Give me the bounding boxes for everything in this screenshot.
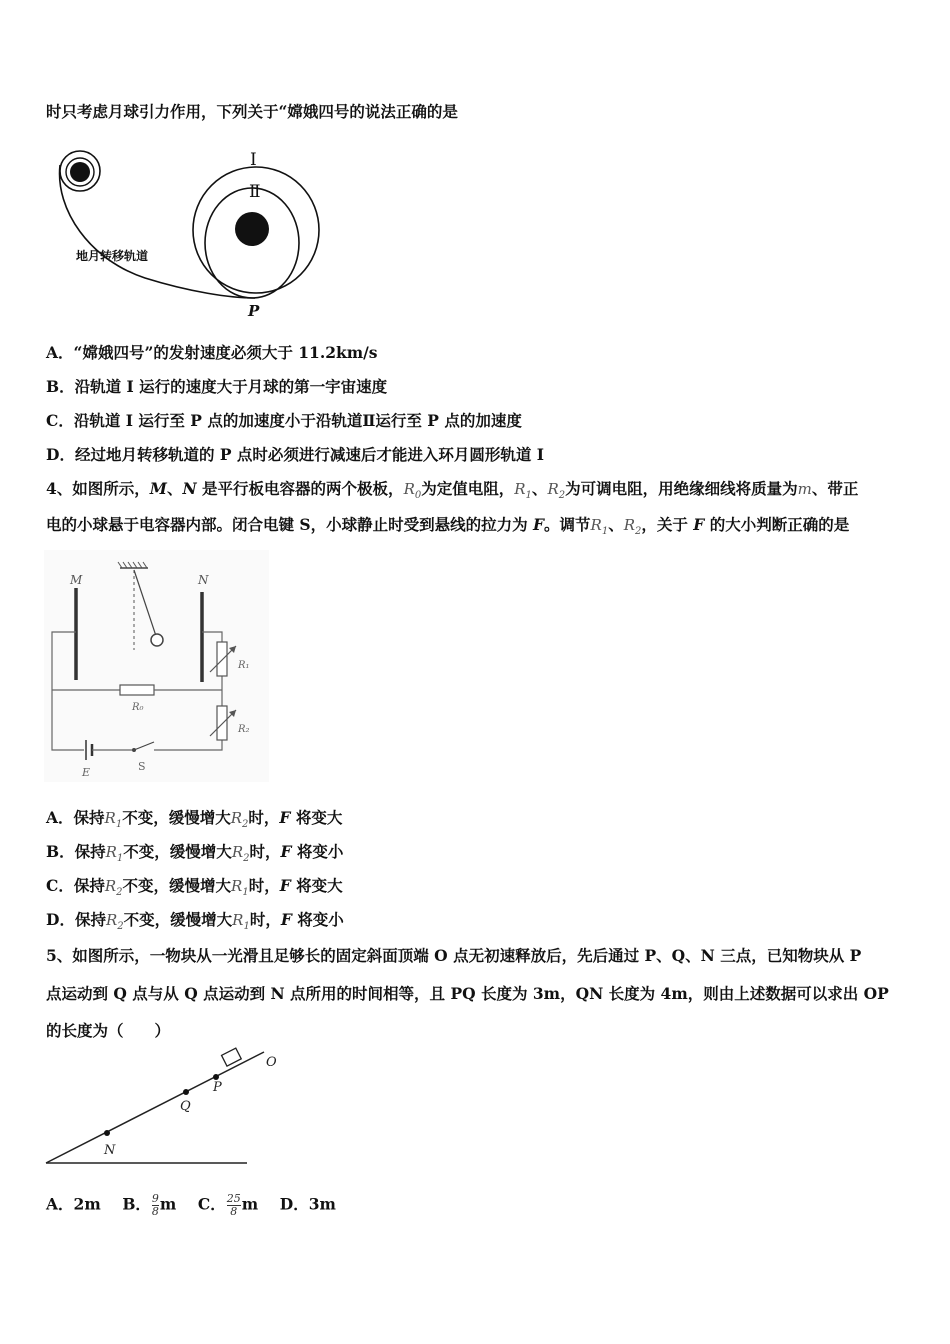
text-run: 将变大 <box>290 876 343 895</box>
option-text: 沿轨道 I 运行的速度大于月球的第一宇宙速度 <box>74 377 388 396</box>
q5-stem-line1: 5、如图所示，一物块从一光滑且足够长的固定斜面顶端 O 点无初速释放后，先后通过 P、Q、N 三点，已知物块从 P <box>46 946 862 965</box>
resistor-R1 <box>217 642 227 676</box>
point-P-label: P <box>248 302 260 320</box>
option-text: “嫦娥四号”的发射速度必须大于 11.2km/s <box>73 343 378 362</box>
var-F: F <box>280 910 292 929</box>
var-m: m <box>797 480 812 498</box>
text-run: 为定值电阻， <box>421 479 515 498</box>
moon-dot <box>235 212 269 246</box>
option-text: 3m <box>308 1194 336 1214</box>
var-R2: $R_2$ <box>547 480 566 501</box>
option-row <box>46 411 522 431</box>
var-R: $R_2$ <box>231 843 250 864</box>
resistor-R2 <box>217 706 227 740</box>
var-R: $R_2$ <box>104 877 123 898</box>
option-row <box>46 377 387 397</box>
text-run: 将变大 <box>290 808 343 827</box>
var-M: M <box>149 479 167 498</box>
q5-stem-line2: 点运动到 Q 点与从 Q 点运动到 N 点所用的时间相等，且 PQ 长度为 3m，QN 长度为 4m，则由上述数据可以求出 OP <box>46 984 889 1003</box>
var-F: F <box>693 515 705 534</box>
fraction-25-8: $\frac{25}{8}$ <box>226 1192 241 1218</box>
q4-stem-line1 <box>46 479 858 506</box>
text-run: 时， <box>249 910 281 929</box>
M-label: M <box>70 573 83 587</box>
text-run: 时， <box>248 808 280 827</box>
point-Q <box>183 1089 189 1095</box>
q4-stem-line2 <box>46 515 849 542</box>
text-run: 不变，缓慢增大 <box>123 910 233 929</box>
resistor-R0 <box>120 685 154 695</box>
var-R0: $R_0$ <box>403 480 422 501</box>
text-run: 。调节 <box>544 515 591 534</box>
var-R: $R_1$ <box>104 809 123 830</box>
orbit-II-label: Ⅱ <box>249 182 261 202</box>
S-label: S <box>138 760 146 773</box>
option-key: D． <box>46 910 75 929</box>
option-key: A． <box>46 343 74 362</box>
capacitor-circuit-figure <box>44 550 269 782</box>
option-key: C． <box>197 1194 226 1214</box>
var-F: F <box>279 876 291 895</box>
var-F: F <box>533 515 545 534</box>
text-run: 是平行板电容器的两个极板， <box>196 479 404 498</box>
text-run: 、 <box>531 479 548 498</box>
R1-label: R₁ <box>238 660 250 671</box>
text-run: 不变，缓慢增大 <box>123 842 232 861</box>
text-run: 、 <box>166 479 183 498</box>
R0-label: R₀ <box>132 702 144 713</box>
option-text: m <box>159 1194 177 1214</box>
q5-stem-line3: 的长度为（ ） <box>46 1021 171 1040</box>
text-run: 将变小 <box>291 910 344 929</box>
option-text: m <box>241 1194 259 1214</box>
O-label: O <box>266 1055 277 1070</box>
text-run: 不变，缓慢增大 <box>122 876 232 895</box>
incline-figure <box>44 1046 284 1171</box>
text-run: 保持 <box>74 910 106 929</box>
earth-dot <box>70 162 90 182</box>
option-text: 经过地月转移轨道的 P 点时必须进行减速后才能进入环月圆形轨道 I <box>74 445 545 464</box>
option-key: B． <box>46 842 75 861</box>
var-R: $R_1$ <box>105 843 124 864</box>
text-run: 不变，缓慢增大 <box>122 808 231 827</box>
text-run: 时， <box>248 876 280 895</box>
R2-label: R₂ <box>238 724 250 735</box>
option-text: 2m <box>73 1194 101 1214</box>
var-F: F <box>279 808 291 827</box>
q5-options-row <box>46 1193 336 1218</box>
option-key: C． <box>46 411 74 430</box>
text-run: 保持 <box>73 808 105 827</box>
var-R: $R_2$ <box>230 809 249 830</box>
option-key: C． <box>46 876 74 895</box>
text-run: 保持 <box>73 876 105 895</box>
transfer-orbit-label: 地月转移轨道 <box>76 249 149 263</box>
option-key: B． <box>46 377 75 396</box>
fraction-9-8: $\frac{9}{8}$ <box>151 1192 159 1218</box>
moon-orbit-figure <box>50 140 340 325</box>
transfer-orbit-path <box>60 165 255 298</box>
text-run: 、带正 <box>811 479 859 498</box>
text-run: 保持 <box>74 842 106 861</box>
Q-label: Q <box>180 1099 191 1114</box>
text-run: 时， <box>249 842 281 861</box>
option-row <box>46 445 544 465</box>
option-row <box>46 910 344 937</box>
question-intro-line: 时只考虑月球引力作用，下列关于“嫦娥四号的说法正确的是 <box>46 102 458 121</box>
option-key: D． <box>46 445 75 464</box>
text-run: 的大小判断正确的是 <box>704 515 850 534</box>
option-text: 沿轨道 I 运行至 P 点的加速度小于沿轨道Ⅱ运行至 P 点的加速度 <box>73 411 522 430</box>
var-R1: $R_1$ <box>514 480 532 501</box>
incline-line <box>46 1052 264 1163</box>
var-F: F <box>280 842 292 861</box>
text-run: 4、如图所示， <box>46 479 150 498</box>
option-row <box>46 876 343 903</box>
option-key: A． <box>46 808 74 827</box>
var-R2: $R_2$ <box>623 516 642 537</box>
var-R: $R_2$ <box>105 911 124 932</box>
N-label: N <box>104 1143 116 1158</box>
charged-ball <box>151 634 163 646</box>
option-row <box>46 343 378 363</box>
text-run: 、 <box>608 515 624 534</box>
N-label: N <box>198 573 209 587</box>
text-run: 为可调电阻，用绝缘细线将质量为 <box>565 479 798 498</box>
text-run: 将变小 <box>291 842 344 861</box>
E-label: E <box>82 766 91 779</box>
option-key: A． <box>46 1194 74 1214</box>
block <box>222 1048 242 1066</box>
var-R: $R_1$ <box>232 911 250 932</box>
point-N <box>104 1130 110 1136</box>
option-row <box>46 808 342 835</box>
var-N: N <box>182 479 197 498</box>
option-key: D． <box>279 1194 309 1214</box>
var-R: $R_1$ <box>231 877 249 898</box>
text-run: ，关于 <box>641 515 694 534</box>
orbit-I-label: I <box>250 150 257 170</box>
P-label: P <box>213 1080 222 1095</box>
option-row <box>46 842 343 869</box>
option-key: B． <box>122 1194 151 1214</box>
var-R1: $R_1$ <box>590 516 609 537</box>
text-run: 电的小球悬于电容器内部。闭合电键 S，小球静止时受到悬线的拉力为 <box>46 515 533 534</box>
